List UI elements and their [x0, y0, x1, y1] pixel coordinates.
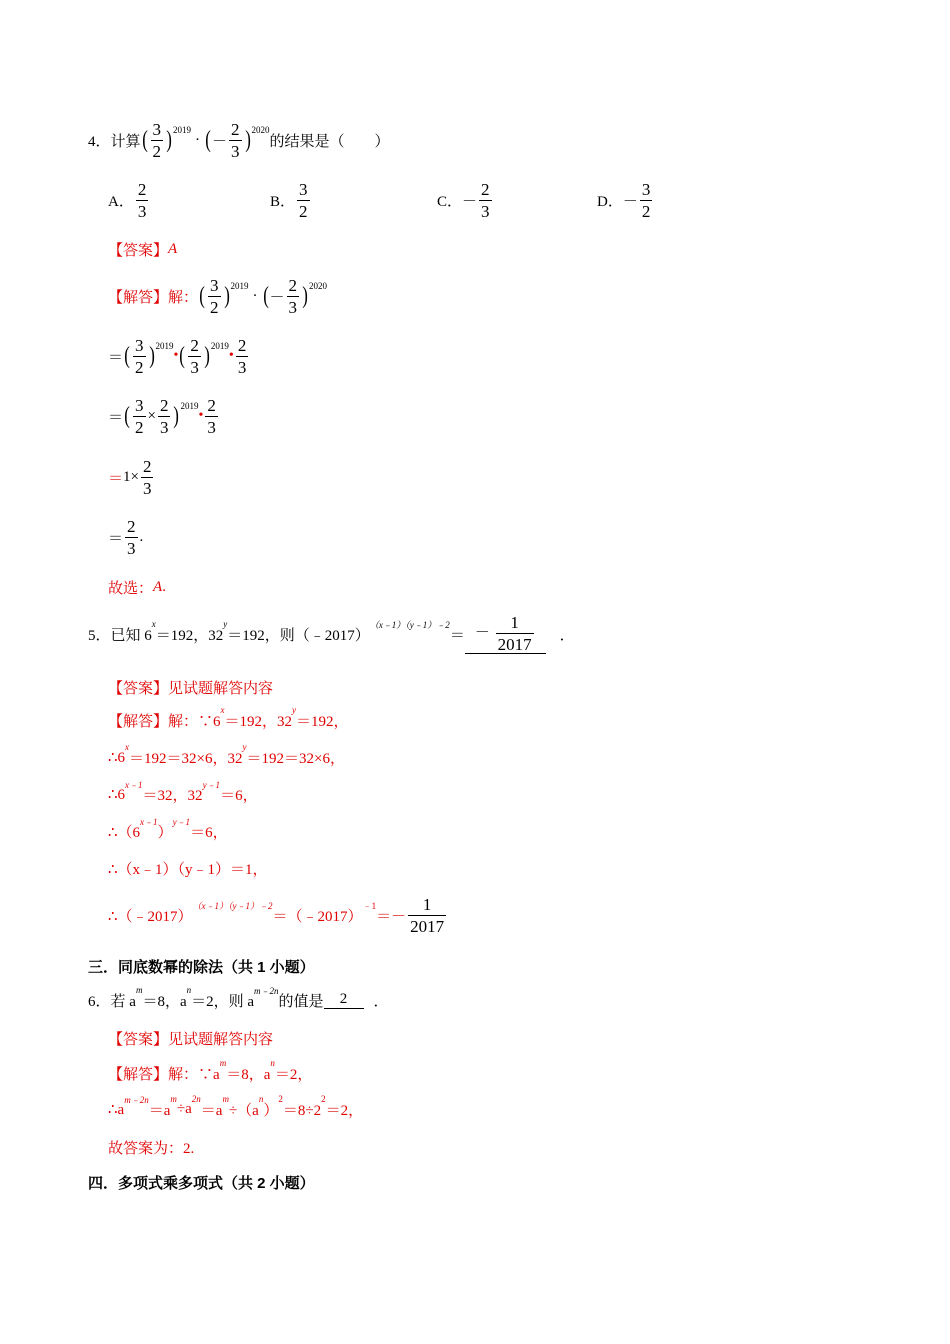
- equals: ＝: [108, 470, 124, 487]
- fraction: $\frac{3}{2}$: [299, 179, 308, 221]
- exponent: 2: [278, 1094, 283, 1104]
- solution-text: ＝8，a: [226, 1066, 271, 1083]
- solution-tag: 【解答】: [108, 713, 169, 730]
- choose-value: A: [153, 578, 163, 595]
- answer-value: A: [168, 240, 178, 257]
- solution-text: ＝32，32: [142, 787, 203, 804]
- exponent: 2n: [191, 1094, 201, 1104]
- q6-solution-3: 故答案为：2.: [108, 1140, 195, 1157]
- q4-option-a: [108, 178, 150, 222]
- solution-text: ＝192，32: [224, 713, 293, 730]
- paren-right: ): [244, 127, 251, 153]
- fraction: $\frac{3}{2}$: [152, 119, 162, 161]
- solution-tag: 【解答】: [108, 289, 169, 306]
- solution-text: ＝a: [148, 1102, 171, 1119]
- paren-left: (: [199, 283, 205, 309]
- exponent: 2020: [251, 125, 270, 135]
- paren-right: ): [223, 283, 230, 309]
- q4-option-c: [437, 178, 494, 222]
- solution-text: ＝2，: [274, 1066, 313, 1083]
- q4-suffix: 的结果是（ ）: [269, 133, 390, 150]
- fraction: $\frac{2}{3}$: [190, 335, 199, 377]
- q6-solution-2: [108, 1094, 364, 1120]
- exponent: y: [223, 619, 228, 629]
- period: ．: [373, 993, 389, 1010]
- solution-text: ）: [263, 1102, 279, 1119]
- option-label: A．: [108, 193, 134, 210]
- solution-text: ∴（6: [108, 824, 141, 841]
- paren-left: (: [205, 127, 211, 153]
- q6-answer: [108, 1027, 273, 1049]
- option-sign: －: [462, 193, 478, 210]
- exponent: 2019: [180, 401, 199, 411]
- exponent: y﹣1: [202, 779, 221, 790]
- neg-sign: －: [474, 624, 490, 641]
- step-text: 1×: [123, 468, 139, 485]
- solution-text: ∴（﹣2017）: [108, 908, 193, 925]
- q5-solution-5: [108, 857, 268, 879]
- solution-text: ＝（﹣2017）: [272, 908, 363, 925]
- q5-number: 5．: [88, 627, 111, 644]
- fraction: $\frac{2}{3}$: [207, 395, 216, 437]
- exponent: 2019: [230, 281, 249, 291]
- dot-operator: •: [198, 408, 204, 423]
- exponent: 2020: [309, 281, 328, 291]
- section-3-title: 三．同底数幂的除法（共 1 小题）: [88, 958, 315, 976]
- solution-lead: 解：: [168, 289, 199, 306]
- exponent: 2019: [210, 341, 229, 351]
- q4-solution-line-3: [108, 394, 220, 438]
- solution-text: ＝6，: [190, 824, 228, 841]
- solution-text: ＝6，: [220, 787, 258, 804]
- fraction: $\frac{2}{3}$: [142, 456, 152, 498]
- q5-solution-3: [108, 779, 258, 805]
- solution-text: ÷a: [176, 1100, 192, 1117]
- solution-text: ＝192＝32×6，32: [129, 750, 243, 767]
- dot-operator: •: [228, 348, 234, 363]
- period: ．: [559, 627, 575, 644]
- fraction: $\frac{3}{2}$: [641, 179, 651, 221]
- exponent: y: [292, 705, 297, 715]
- solution-text: 解：∵a: [168, 1066, 220, 1083]
- exponent: x: [125, 742, 130, 752]
- choose-label: 故选：: [108, 580, 154, 597]
- stem-text: 的值是: [278, 993, 324, 1010]
- q4-prefix: 计算: [110, 133, 141, 150]
- q5-solution-1: [108, 705, 349, 731]
- option-label: C．: [437, 193, 463, 210]
- exponent: n: [270, 1058, 275, 1068]
- q4-solution-line-5: [108, 515, 143, 559]
- stem-text: ＝2，则 a: [191, 993, 255, 1010]
- solution-text: ＝a: [200, 1102, 223, 1119]
- exponent: m: [222, 1094, 229, 1104]
- exponent: m: [135, 985, 143, 995]
- answer-text: 见试题解答内容: [168, 680, 274, 697]
- fraction: $\frac{2}{3}$: [231, 119, 240, 161]
- exponent: m: [170, 1094, 177, 1104]
- fraction: $\frac{3}{2}$: [135, 335, 144, 377]
- dot-operator: ·: [252, 287, 258, 304]
- solution-text: ∴6: [108, 786, 126, 803]
- exponent: x﹣1: [125, 779, 143, 790]
- dot-operator: •: [173, 348, 179, 363]
- paren-right: ): [302, 283, 308, 309]
- exponent: （x﹣1）（y﹣1）﹣2: [369, 619, 450, 630]
- solution-text: ＝192＝32×6，: [246, 750, 345, 767]
- times-sign: ×: [147, 407, 156, 424]
- paren-right: ): [166, 127, 172, 153]
- paren-left: (: [179, 343, 186, 369]
- solution-tag: 【解答】: [108, 1066, 169, 1083]
- exponent: y: [242, 742, 247, 752]
- q4-stem: [88, 118, 390, 162]
- neg-sign: －: [212, 133, 228, 150]
- q4-option-d: [597, 178, 654, 222]
- solution-text: ∴（x﹣1）（y﹣1）＝1，: [108, 861, 268, 878]
- exponent: y﹣1: [172, 816, 191, 827]
- equals: ＝: [108, 409, 124, 426]
- dot-operator: ·: [195, 131, 201, 148]
- exponent: 2019: [173, 125, 192, 135]
- stem-text: ＝8，a: [142, 993, 187, 1010]
- period: .: [162, 578, 166, 595]
- exponent: 2019: [155, 341, 174, 351]
- equals: ＝: [108, 530, 124, 547]
- equals: ＝: [108, 349, 124, 366]
- solution-text: ∴6: [108, 749, 126, 766]
- fraction: $\frac{3}{2}$: [135, 395, 144, 437]
- q6-stem: [88, 985, 389, 1011]
- exponent: ﹣1: [362, 900, 377, 911]
- stem-text: ＝192，32: [155, 627, 224, 644]
- paren-left: (: [124, 343, 130, 369]
- answer-blank: 2: [324, 991, 364, 1009]
- stem-text: 若 a: [110, 993, 136, 1010]
- q4-answer: [108, 238, 177, 260]
- q4-solution-line-1: [108, 274, 327, 318]
- exponent: x﹣1: [140, 816, 158, 827]
- period: .: [139, 528, 144, 545]
- fraction: $\frac{2}{3}$: [237, 335, 247, 377]
- solution-text: ＝2，: [325, 1102, 364, 1119]
- fraction: $\frac{1}{2017}$: [497, 613, 532, 654]
- answer-tag: 【答案】: [108, 680, 169, 697]
- answer-tag: 【答案】: [108, 242, 169, 259]
- neg-sign: －: [269, 289, 285, 306]
- q4-choose: [108, 576, 166, 598]
- q5-stem: [88, 612, 575, 656]
- answer-text: 见试题解答内容: [168, 1031, 274, 1048]
- answer-tag: 【答案】: [108, 1031, 169, 1048]
- stem-text: ＝192，则（﹣2017）: [227, 627, 370, 644]
- answer-blank: [465, 614, 546, 654]
- solution-text: ∴a: [108, 1101, 125, 1118]
- fraction: $\frac{1}{2017}$: [410, 894, 445, 936]
- q5-answer: [108, 676, 273, 698]
- q4-number: 4．: [88, 133, 111, 150]
- q6-number: 6．: [88, 993, 111, 1010]
- paren-right: ): [148, 343, 155, 369]
- option-sign: －: [622, 193, 638, 210]
- exponent: m﹣2n: [254, 985, 279, 996]
- stem-text: 已知 6: [110, 627, 152, 644]
- section-4-title: 四．多项式乘多项式（共 2 小题）: [88, 1174, 315, 1192]
- fraction: $\frac{2}{3}$: [159, 395, 169, 437]
- paren-left: (: [141, 127, 148, 153]
- fraction: $\frac{2}{3}$: [288, 275, 298, 317]
- fraction: $\frac{2}{3}$: [481, 179, 490, 221]
- fraction: $\frac{2}{3}$: [127, 516, 136, 558]
- q4-solution-line-2: [108, 334, 250, 378]
- q5-solution-2: [108, 742, 345, 768]
- paren-left: (: [262, 283, 269, 309]
- fraction: $\frac{2}{3}$: [137, 179, 147, 221]
- q5-solution-4: [108, 816, 228, 842]
- solution-text: ）: [157, 824, 173, 841]
- exponent: m﹣2n: [124, 1094, 149, 1105]
- exponent: n: [258, 1094, 264, 1104]
- solution-text: ＝192，: [296, 713, 349, 730]
- exponent: 2: [321, 1094, 326, 1104]
- paren-left: (: [124, 403, 130, 429]
- stem-text: ＝: [449, 627, 465, 644]
- option-label: B．: [270, 193, 296, 210]
- q5-solution-6: [108, 893, 448, 937]
- solution-text: ＝8÷2: [282, 1102, 322, 1119]
- q4-solution-line-4: [108, 455, 155, 499]
- solution-text: ＝－: [376, 908, 407, 925]
- exponent: （x﹣1）（y﹣1）﹣2: [192, 900, 273, 911]
- exponent: n: [186, 985, 192, 995]
- paren-right: ): [204, 343, 210, 369]
- option-label: D．: [597, 193, 623, 210]
- exponent: m: [219, 1058, 227, 1068]
- q6-solution-1: [108, 1058, 313, 1084]
- exponent: x: [151, 619, 156, 629]
- paren-right: ): [173, 403, 180, 429]
- exponent: x: [220, 705, 225, 715]
- fraction: $\frac{3}{2}$: [210, 275, 219, 317]
- solution-text: 解：∵6: [168, 713, 221, 730]
- solution-text: ÷（a: [228, 1102, 259, 1119]
- q4-option-b: [270, 178, 312, 222]
